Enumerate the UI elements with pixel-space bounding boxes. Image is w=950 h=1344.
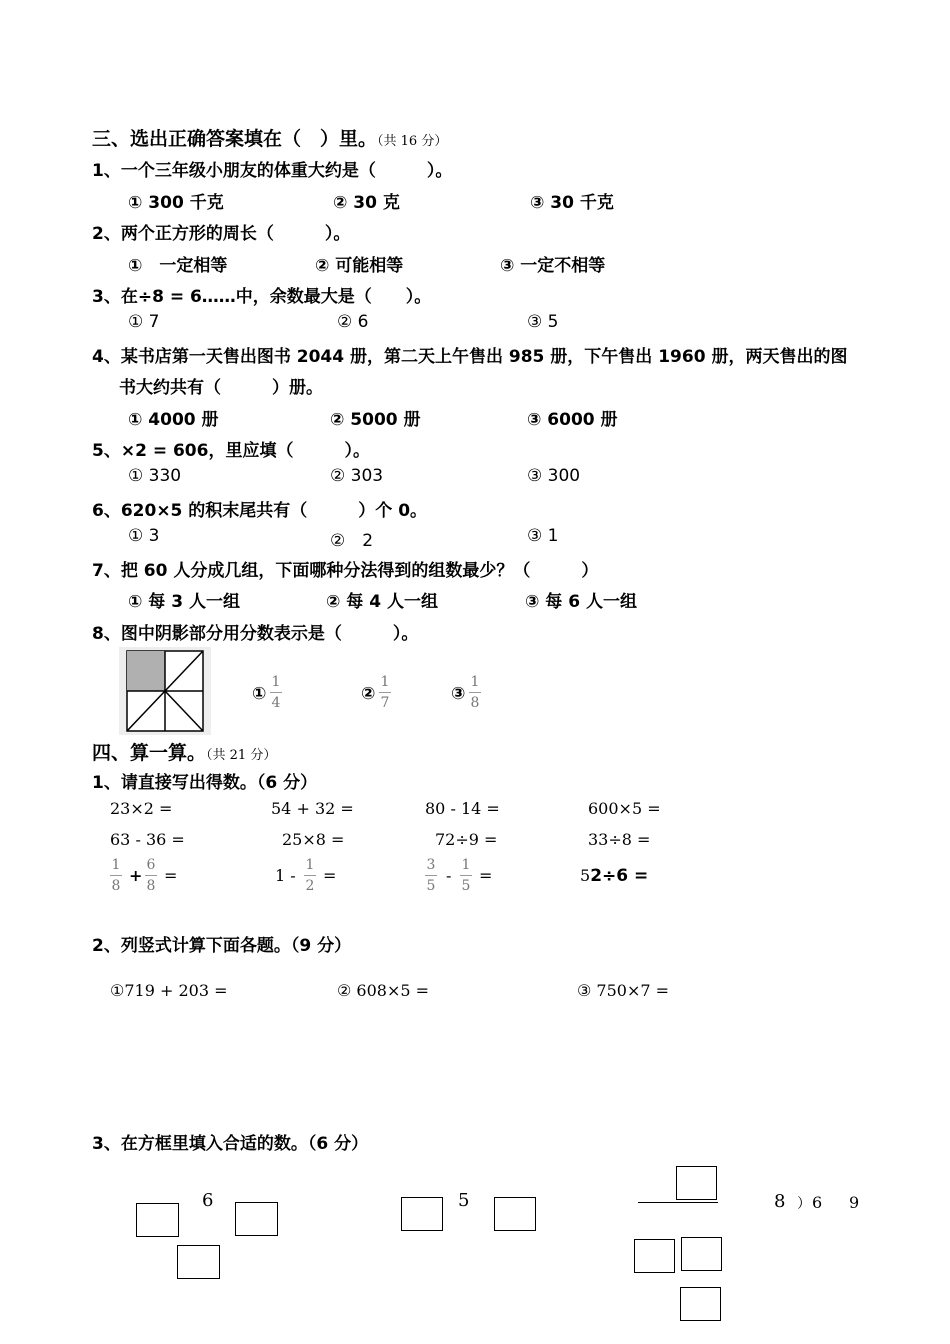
section3-title: 三、选出正确答案填在（ ）里。（共 16 分） [92, 128, 448, 150]
puzzle3-box-quotient[interactable] [676, 1166, 717, 1200]
puzzle1-box-bottom[interactable] [177, 1245, 220, 1279]
q4-option-2: ② 5000 册 [330, 410, 421, 430]
q3-option-3: ③ 5 [527, 312, 559, 332]
calc-r2-1: 63 - 36 = [110, 830, 185, 849]
q7-option-1: ① 每 3 人一组 [128, 592, 240, 612]
q2-stem: 2、两个正方形的周长（ ）。 [92, 224, 351, 244]
puzzle2-digit: 5 [458, 1190, 470, 1211]
section4-score-note: （共 21 分） [206, 748, 277, 763]
calc-r3-3-op: - [446, 866, 452, 885]
part2-title: 2、列竖式计算下面各题。（9 分） [92, 936, 352, 956]
q1-stem: 1、一个三年级小朋友的体重大约是（ ）。 [92, 161, 453, 181]
calc-r1-4: 600×5 = [588, 799, 661, 818]
q8-option-3-marker: ③ [451, 684, 466, 704]
q6-option-3: ③ 1 [527, 526, 559, 546]
q4-stem: 4、某书店第一天售出图书 2044 册，第二天上午售出 985 册，下午售出 1960 册，两天售出的图 [92, 347, 848, 367]
calc-r3-1-eq: = [164, 866, 178, 885]
part1-title: 1、请直接写出得数。（6 分） [92, 773, 318, 793]
puzzle3-bracket: ） [797, 1196, 811, 1212]
q5-stem: 5、×2 = 606，里应填（ ）。 [92, 441, 370, 461]
calc-r3-2-eq: = [323, 866, 337, 885]
puzzle3-box-product-1[interactable] [634, 1239, 675, 1273]
q3-option-1: ① 7 [128, 312, 160, 332]
puzzle3-division-line [638, 1202, 718, 1203]
q5-option-1: ① 330 [128, 466, 182, 486]
q4-option-3: ③ 6000 册 [527, 410, 618, 430]
calc-r3-2-frac: 1 2 [305, 857, 315, 894]
calc-r3-4: 52÷6 = [580, 866, 649, 886]
q8-option-1-marker: ① [252, 684, 267, 704]
puzzle3-dividend-digit-2: 9 [849, 1193, 860, 1212]
q2-option-3: ③ 一定不相等 [500, 256, 606, 276]
puzzle3-box-remainder[interactable] [680, 1287, 721, 1321]
q7-option-2: ② 每 4 人一组 [326, 592, 438, 612]
calc-r3-1-frac-a: 1 8 [111, 857, 121, 894]
q7-option-3: ③ 每 6 人一组 [525, 592, 637, 612]
section4-title: 四、算一算。（共 21 分） [92, 742, 277, 764]
calc-r3-3-eq: = [479, 866, 493, 885]
q5-option-3: ③ 300 [527, 466, 581, 486]
q8-option-2-fraction: 1 7 [380, 674, 390, 711]
calc-r3-1-frac-b: 6 8 [146, 857, 156, 894]
q5-option-2: ② 303 [330, 466, 384, 486]
calc-r1-3: 80 - 14 = [425, 799, 500, 818]
calc-r1-1: 23×2 = [110, 799, 173, 818]
q2-option-1: ① 一定相等 [128, 256, 228, 276]
q3-option-2: ② 6 [337, 312, 369, 332]
q7-stem: 7、把 60 人分成几组，下面哪种分法得到的组数最少？（ ） [92, 561, 599, 581]
puzzle2-box-right[interactable] [494, 1197, 536, 1231]
calc-r3-2-whole: 1 - [275, 866, 296, 885]
calc-r1-2: 54 + 32 = [271, 799, 354, 818]
calc-r3-3-frac-a: 3 5 [426, 857, 436, 894]
q2-option-2: ② 可能相等 [315, 256, 404, 276]
calc-r2-2: 25×8 = [282, 830, 345, 849]
vertical-calc-1: ①719 + 203 = [110, 981, 228, 1000]
part3-title: 3、在方框里填入合适的数。（6 分） [92, 1134, 369, 1154]
q8-option-2-marker: ② [361, 684, 376, 704]
calc-r3-3-frac-b: 1 5 [461, 857, 471, 894]
puzzle1-box-right[interactable] [235, 1202, 278, 1236]
calc-r3-1-op: + [129, 866, 143, 885]
q6-option-1: ① 3 [128, 526, 160, 546]
q6-stem: 6、620×5 的积末尾共有（ ）个 0。 [92, 501, 428, 521]
puzzle3-box-product-2[interactable] [681, 1237, 722, 1271]
q6-option-2: ② 2 [330, 531, 374, 551]
calc-r2-4: 33÷8 = [588, 830, 651, 849]
q4-stem-continued: 书大约共有（ ）册。 [119, 378, 323, 398]
vertical-calc-2: ② 608×5 = [337, 981, 430, 1000]
calc-r2-3: 72÷9 = [435, 830, 498, 849]
shaded-square-figure [119, 647, 211, 735]
q8-option-1-fraction: 1 4 [271, 674, 281, 711]
vertical-calc-3: ③ 750×7 = [577, 981, 670, 1000]
q3-stem: 3、在÷8 = 6……中，余数最大是（ ）。 [92, 287, 432, 307]
q8-option-3-fraction: 1 8 [470, 674, 480, 711]
puzzle2-box-left[interactable] [401, 1197, 443, 1231]
shaded-part [127, 651, 165, 691]
q1-option-3: ③ 30 千克 [530, 193, 614, 213]
q1-option-1: ① 300 千克 [128, 193, 224, 213]
q1-option-2: ② 30 克 [333, 193, 400, 213]
puzzle1-box-left[interactable] [136, 1203, 179, 1237]
puzzle1-digit: 6 [202, 1190, 214, 1211]
q8-stem: 8、图中阴影部分用分数表示是（ ）。 [92, 624, 419, 644]
section3-score-note: （共 16 分） [377, 134, 448, 149]
q4-option-1: ① 4000 册 [128, 410, 219, 430]
puzzle3-dividend-digit-1: 6 [812, 1193, 823, 1212]
puzzle3-divisor: 8 [774, 1191, 786, 1212]
